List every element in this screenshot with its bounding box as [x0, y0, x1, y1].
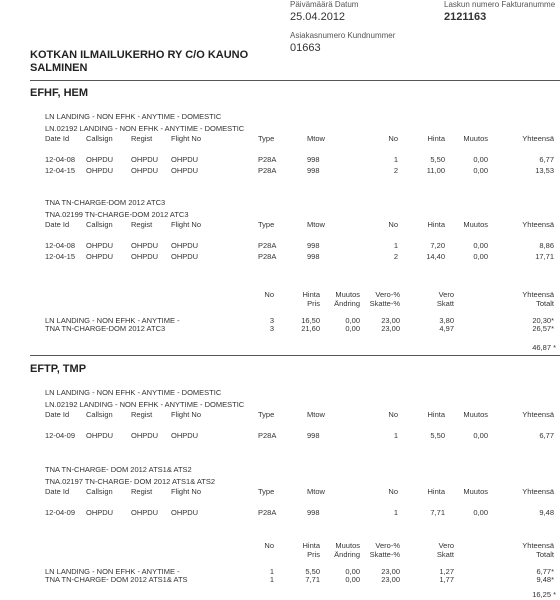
row-muutos: 0,00 — [473, 166, 488, 175]
summary-row-label: TNA TN-CHARGE- DOM 2012 ATS1& ATS — [45, 575, 188, 584]
row-mtow: 998 — [307, 508, 320, 517]
row-muutos: 0,00 — [473, 241, 488, 250]
column-header-type: Type — [258, 410, 275, 419]
section-grand-total: 46,87 * — [532, 343, 556, 352]
summary-row-no: 3 — [269, 324, 274, 333]
column-header-yhteensa: Yhteensä — [522, 134, 554, 143]
column-header-regist: Regist — [131, 487, 153, 496]
summary-header-pris: Pris — [307, 550, 320, 559]
row-no: 1 — [393, 508, 398, 517]
summary-header-vero-pct: Vero-% — [375, 541, 400, 550]
row-mtow: 998 — [307, 166, 320, 175]
row-mtow: 998 — [307, 252, 320, 261]
summary-header-skatte-pct: Skatte-% — [369, 550, 400, 559]
summary-header-skatt: Skatt — [436, 550, 454, 559]
row-flight-no: OHPDU — [171, 508, 199, 517]
summary-row-total: 9,48* — [536, 575, 554, 584]
summary-row-hinta: 5,50 — [305, 567, 320, 576]
column-header-callsign: Callsign — [86, 410, 113, 419]
column-header-hinta: Hinta — [427, 487, 445, 496]
row-mtow: 998 — [307, 155, 320, 164]
row-regist: OHPDU — [131, 155, 159, 164]
section-title: EFTP, TMP — [30, 363, 87, 375]
row-muutos: 0,00 — [473, 431, 488, 440]
summary-header-skatt: Skatt — [436, 299, 454, 308]
charge-code-heading: TNA.02199 TN-CHARGE-DOM 2012 ATC3 — [45, 210, 189, 219]
row-date: 12-04-15 — [45, 252, 76, 261]
row-no: 2 — [393, 252, 398, 261]
section-grand-total: 16,25 * — [532, 590, 556, 599]
row-callsign: OHPDU — [86, 431, 114, 440]
charge-code-heading: LN.02192 LANDING - NON EFHK - ANYTIME - DOMESTIC — [45, 400, 245, 409]
summary-header-vero: Vero — [438, 541, 454, 550]
row-total: 8,86 — [539, 241, 554, 250]
summary-header-pris: Pris — [307, 299, 320, 308]
column-header-no: No — [388, 220, 398, 229]
column-header-flight-no: Flight No — [171, 410, 202, 419]
summary-row-muutos: 0,00 — [345, 567, 360, 576]
row-type: P28A — [258, 241, 277, 250]
summary-header-totalt: Totalt — [536, 299, 554, 308]
column-header-mtow: Mtow — [307, 134, 325, 143]
summary-row-total: 6,77* — [536, 567, 554, 576]
row-flight-no: OHPDU — [171, 252, 199, 261]
summary-row-total: 26,57* — [532, 324, 554, 333]
row-hinta: 5,50 — [430, 155, 445, 164]
column-header-type: Type — [258, 487, 275, 496]
summary-row-label: LN LANDING - NON EFHK - ANYTIME - — [45, 316, 180, 325]
row-muutos: 0,00 — [473, 155, 488, 164]
summary-header-skatte-pct: Skatte-% — [369, 299, 400, 308]
row-total: 9,48 — [539, 508, 554, 517]
date-value: 25.04.2012 — [290, 11, 346, 23]
row-regist: OHPDU — [131, 166, 159, 175]
row-callsign: OHPDU — [86, 508, 114, 517]
invoice-number-value: 2121163 — [444, 11, 487, 23]
summary-row-muutos: 0,00 — [345, 324, 360, 333]
row-regist: OHPDU — [131, 508, 159, 517]
column-header-regist: Regist — [131, 410, 153, 419]
row-flight-no: OHPDU — [171, 431, 199, 440]
column-header-date-id: Date Id — [45, 410, 70, 419]
column-header-callsign: Callsign — [86, 487, 113, 496]
row-callsign: OHPDU — [86, 252, 114, 261]
summary-row-no: 1 — [269, 575, 274, 584]
summary-row-vero-pct: 23,00 — [381, 575, 400, 584]
row-type: P28A — [258, 155, 277, 164]
row-no: 1 — [393, 155, 398, 164]
summary-row-label: LN LANDING - NON EFHK - ANYTIME - — [45, 567, 180, 576]
row-type: P28A — [258, 252, 277, 261]
summary-row-no: 1 — [269, 567, 274, 576]
row-callsign: OHPDU — [86, 155, 114, 164]
header-divider — [30, 80, 560, 81]
row-flight-no: OHPDU — [171, 155, 199, 164]
column-header-flight-no: Flight No — [171, 487, 202, 496]
column-header-hinta: Hinta — [427, 220, 445, 229]
row-callsign: OHPDU — [86, 166, 114, 175]
column-header-mtow: Mtow — [307, 487, 325, 496]
row-hinta: 5,50 — [430, 431, 445, 440]
column-header-regist: Regist — [131, 134, 153, 143]
row-muutos: 0,00 — [473, 252, 488, 261]
summary-row-no: 3 — [269, 316, 274, 325]
column-header-hinta: Hinta — [427, 410, 445, 419]
summary-row-muutos: 0,00 — [345, 575, 360, 584]
column-header-flight-no: Flight No — [171, 134, 202, 143]
charge-group-heading: TNA TN-CHARGE-DOM 2012 ATC3 — [45, 198, 166, 207]
summary-header-muutos: Muutos — [335, 290, 360, 299]
summary-row-hinta: 21,60 — [301, 324, 320, 333]
customer-name-line2: SALMINEN — [30, 62, 88, 74]
column-header-no: No — [388, 487, 398, 496]
charge-group-heading: LN LANDING - NON EFHK - ANYTIME - DOMESTIC — [45, 388, 222, 397]
summary-header-muutos: Muutos — [335, 541, 360, 550]
row-total: 6,77 — [539, 431, 554, 440]
summary-row-vero-pct: 23,00 — [381, 324, 400, 333]
column-header-muutos: Muutos — [463, 134, 488, 143]
summary-row-vero: 1,27 — [439, 567, 454, 576]
column-header-mtow: Mtow — [307, 410, 325, 419]
date-label: Päivämäärä Datum — [290, 0, 359, 9]
column-header-type: Type — [258, 134, 275, 143]
column-header-no: No — [388, 134, 398, 143]
section-title: EFHF, HEM — [30, 87, 89, 99]
summary-header-yhteensa: Yhteensä — [522, 290, 554, 299]
row-date: 12-04-15 — [45, 166, 76, 175]
row-date: 12-04-09 — [45, 508, 76, 517]
row-hinta: 7,20 — [430, 241, 445, 250]
column-header-mtow: Mtow — [307, 220, 325, 229]
row-type: P28A — [258, 166, 277, 175]
summary-row-total: 20,30* — [532, 316, 554, 325]
charge-group-heading: TNA TN-CHARGE- DOM 2012 ATS1& ATS2 — [45, 465, 192, 474]
row-type: P28A — [258, 508, 277, 517]
summary-header-no: No — [264, 541, 274, 550]
row-total: 13,53 — [535, 166, 554, 175]
row-hinta: 11,00 — [426, 166, 445, 175]
column-header-date-id: Date Id — [45, 487, 70, 496]
summary-row-muutos: 0,00 — [345, 316, 360, 325]
summary-header-totalt: Totalt — [536, 550, 554, 559]
row-hinta: 7,71 — [430, 508, 445, 517]
column-header-yhteensa: Yhteensä — [522, 220, 554, 229]
row-regist: OHPDU — [131, 241, 159, 250]
summary-header-andring: Ändring — [334, 299, 360, 308]
summary-row-vero: 1,77 — [439, 575, 454, 584]
summary-header-hinta: Hinta — [302, 290, 320, 299]
column-header-muutos: Muutos — [463, 410, 488, 419]
charge-group-heading: LN LANDING - NON EFHK - ANYTIME - DOMESTIC — [45, 112, 222, 121]
charge-code-heading: TNA.02197 TN-CHARGE- DOM 2012 ATS1& ATS2 — [45, 477, 216, 486]
customer-name-line1: KOTKAN ILMAILUKERHO RY C/O KAUNO — [30, 49, 249, 61]
column-header-callsign: Callsign — [86, 134, 113, 143]
section-divider — [30, 355, 560, 356]
row-no: 2 — [393, 166, 398, 175]
column-header-type: Type — [258, 220, 275, 229]
row-muutos: 0,00 — [473, 508, 488, 517]
column-header-no: No — [388, 410, 398, 419]
column-header-callsign: Callsign — [86, 220, 113, 229]
summary-row-hinta: 7,71 — [305, 575, 320, 584]
column-header-date-id: Date Id — [45, 134, 70, 143]
row-mtow: 998 — [307, 431, 320, 440]
row-regist: OHPDU — [131, 252, 159, 261]
row-no: 1 — [393, 431, 398, 440]
customer-number-label: Asiakasnumero Kundnummer — [290, 31, 396, 40]
summary-header-hinta: Hinta — [302, 541, 320, 550]
summary-row-vero-pct: 23,00 — [381, 316, 400, 325]
column-header-hinta: Hinta — [427, 134, 445, 143]
summary-header-vero: Vero — [438, 290, 454, 299]
row-type: P28A — [258, 431, 277, 440]
row-date: 12-04-09 — [45, 431, 76, 440]
summary-header-yhteensa: Yhteensä — [522, 541, 554, 550]
row-total: 17,71 — [535, 252, 554, 261]
summary-row-hinta: 16,50 — [301, 316, 320, 325]
summary-header-andring: Ändring — [334, 550, 360, 559]
summary-row-vero: 3,80 — [439, 316, 454, 325]
invoice-number-label: Laskun numero Fakturanumme — [444, 0, 556, 9]
row-total: 6,77 — [539, 155, 554, 164]
row-callsign: OHPDU — [86, 241, 114, 250]
row-date: 12-04-08 — [45, 155, 76, 164]
summary-row-label: TNA TN-CHARGE-DOM 2012 ATC3 — [45, 324, 166, 333]
column-header-regist: Regist — [131, 220, 153, 229]
column-header-date-id: Date Id — [45, 220, 70, 229]
summary-header-vero-pct: Vero-% — [375, 290, 400, 299]
charge-code-heading: LN.02192 LANDING - NON EFHK - ANYTIME - DOMESTIC — [45, 124, 245, 133]
summary-row-vero: 4,97 — [439, 324, 454, 333]
column-header-yhteensa: Yhteensä — [522, 487, 554, 496]
column-header-flight-no: Flight No — [171, 220, 202, 229]
row-date: 12-04-08 — [45, 241, 76, 250]
row-flight-no: OHPDU — [171, 241, 199, 250]
customer-number-value: 01663 — [290, 42, 321, 54]
row-regist: OHPDU — [131, 431, 159, 440]
row-mtow: 998 — [307, 241, 320, 250]
column-header-muutos: Muutos — [463, 487, 488, 496]
summary-header-no: No — [264, 290, 274, 299]
row-hinta: 14,40 — [426, 252, 445, 261]
row-no: 1 — [393, 241, 398, 250]
row-flight-no: OHPDU — [171, 166, 199, 175]
column-header-yhteensa: Yhteensä — [522, 410, 554, 419]
summary-row-vero-pct: 23,00 — [381, 567, 400, 576]
column-header-muutos: Muutos — [463, 220, 488, 229]
